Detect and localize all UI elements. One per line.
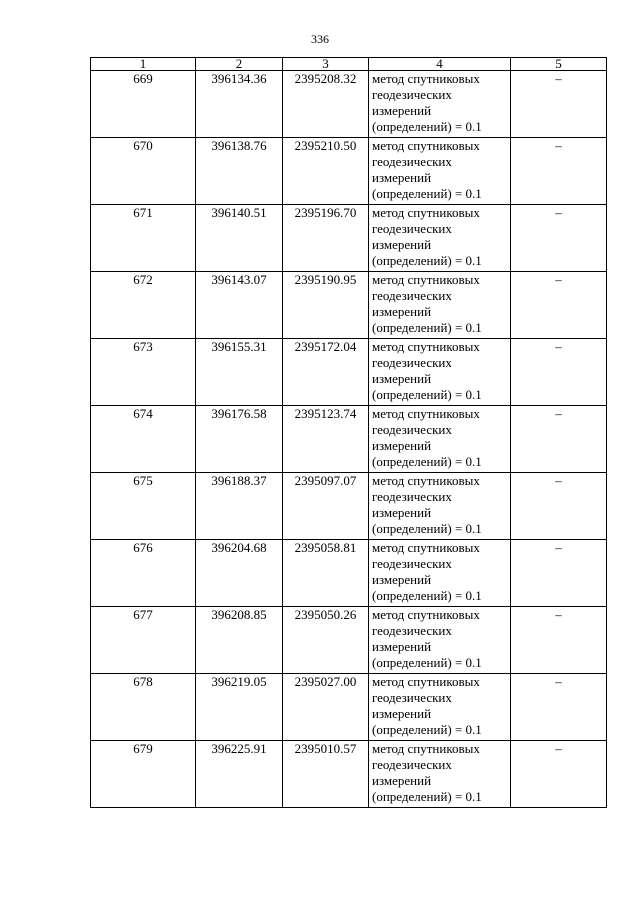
point-number-cell: 670 — [91, 138, 196, 205]
y-coordinate-cell: 2395058.81 — [283, 540, 369, 607]
note-cell: – — [511, 272, 607, 339]
x-coordinate-cell: 396225.91 — [196, 741, 283, 808]
note-cell: – — [511, 674, 607, 741]
point-number-cell: 676 — [91, 540, 196, 607]
column-header-3: 3 — [283, 58, 369, 71]
table-row — [91, 540, 607, 607]
x-coordinate-cell: 396134.36 — [196, 71, 283, 138]
x-coordinate-cell: 396204.68 — [196, 540, 283, 607]
point-number-cell: 671 — [91, 205, 196, 272]
point-number-cell: 673 — [91, 339, 196, 406]
x-coordinate-cell: 396219.05 — [196, 674, 283, 741]
page-number: 336 — [311, 32, 329, 46]
table-row — [91, 607, 607, 674]
y-coordinate-cell: 2395196.70 — [283, 205, 369, 272]
x-coordinate-cell: 396143.07 — [196, 272, 283, 339]
table-row — [91, 674, 607, 741]
x-coordinate-cell: 396208.85 — [196, 607, 283, 674]
x-coordinate-cell: 396188.37 — [196, 473, 283, 540]
y-coordinate-cell: 2395010.57 — [283, 741, 369, 808]
method-cell: метод спутниковых геодезических измерений (определений) = 0.1 — [369, 339, 511, 406]
note-cell: – — [511, 205, 607, 272]
method-cell: метод спутниковых геодезических измерений (определений) = 0.1 — [369, 138, 511, 205]
method-cell: метод спутниковых геодезических измерений (определений) = 0.1 — [369, 473, 511, 540]
note-cell: – — [511, 473, 607, 540]
method-cell: метод спутниковых геодезических измерений (определений) = 0.1 — [369, 406, 511, 473]
table-row — [91, 406, 607, 473]
note-cell: – — [511, 607, 607, 674]
point-number-cell: 672 — [91, 272, 196, 339]
point-number-cell: 669 — [91, 71, 196, 138]
column-header-1: 1 — [91, 58, 196, 71]
y-coordinate-cell: 2395027.00 — [283, 674, 369, 741]
point-number-cell: 674 — [91, 406, 196, 473]
column-header-2: 2 — [196, 58, 283, 71]
note-cell: – — [511, 540, 607, 607]
table-row — [91, 473, 607, 540]
note-cell: – — [511, 406, 607, 473]
note-cell: – — [511, 339, 607, 406]
x-coordinate-cell: 396138.76 — [196, 138, 283, 205]
x-coordinate-cell: 396155.31 — [196, 339, 283, 406]
x-coordinate-cell: 396176.58 — [196, 406, 283, 473]
y-coordinate-cell: 2395050.26 — [283, 607, 369, 674]
method-cell: метод спутниковых геодезических измерений (определений) = 0.1 — [369, 607, 511, 674]
method-cell: метод спутниковых геодезических измерений (определений) = 0.1 — [369, 674, 511, 741]
method-cell: метод спутниковых геодезических измерений (определений) = 0.1 — [369, 71, 511, 138]
table-row — [91, 741, 607, 808]
table-body — [91, 71, 607, 808]
method-cell: метод спутниковых геодезических измерений (определений) = 0.1 — [369, 540, 511, 607]
note-cell: – — [511, 741, 607, 808]
point-number-cell: 679 — [91, 741, 196, 808]
y-coordinate-cell: 2395190.95 — [283, 272, 369, 339]
coordinates-table — [90, 57, 607, 808]
y-coordinate-cell: 2395172.04 — [283, 339, 369, 406]
column-header-4: 4 — [369, 58, 511, 71]
table-row — [91, 205, 607, 272]
method-cell: метод спутниковых геодезических измерений (определений) = 0.1 — [369, 205, 511, 272]
point-number-cell: 677 — [91, 607, 196, 674]
note-cell: – — [511, 138, 607, 205]
note-cell: – — [511, 71, 607, 138]
table-row — [91, 339, 607, 406]
point-number-cell: 678 — [91, 674, 196, 741]
y-coordinate-cell: 2395208.32 — [283, 71, 369, 138]
method-cell: метод спутниковых геодезических измерений (определений) = 0.1 — [369, 272, 511, 339]
x-coordinate-cell: 396140.51 — [196, 205, 283, 272]
header-row — [91, 58, 607, 71]
method-cell: метод спутниковых геодезических измерений (определений) = 0.1 — [369, 741, 511, 808]
y-coordinate-cell: 2395097.07 — [283, 473, 369, 540]
column-header-5: 5 — [511, 58, 607, 71]
table-row — [91, 71, 607, 138]
point-number-cell: 675 — [91, 473, 196, 540]
y-coordinate-cell: 2395210.50 — [283, 138, 369, 205]
y-coordinate-cell: 2395123.74 — [283, 406, 369, 473]
table-header — [91, 58, 607, 71]
table-row — [91, 272, 607, 339]
table-row — [91, 138, 607, 205]
